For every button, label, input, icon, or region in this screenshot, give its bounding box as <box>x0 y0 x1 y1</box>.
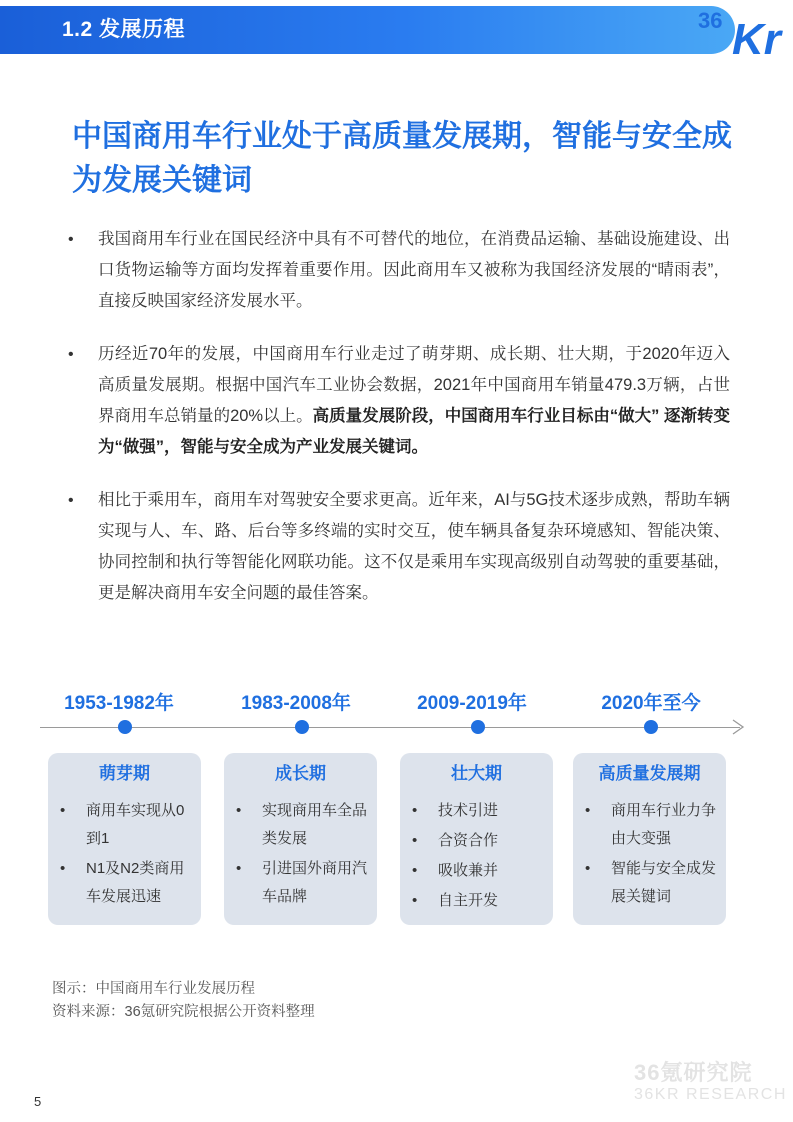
card-title: 成长期 <box>275 764 326 783</box>
bullet-text: 相比于乘用车，商用车对驾驶安全要求更高。近年来，AI与5G技术逐步成熟，帮助车辆实现与人、车、路、后台等多终端的实时交互，使车辆具备复杂环境感知、智能决策、协同控制和执行等智能化网联功能。这不仅是乘用车实现高级别自动驾驶的重要基础，更是解决商用车安全问题的最佳答案。 <box>98 491 730 602</box>
timeline-dot <box>644 720 658 734</box>
section-title: 1.2 发展历程 <box>62 18 186 41</box>
brand-logo-icon <box>696 2 793 56</box>
card-item: • 实现商用车全品类发展 <box>224 797 377 853</box>
watermark-cn: 36氪研究院 <box>634 1060 753 1085</box>
bullet-item <box>62 339 730 463</box>
section-header-band <box>0 6 735 54</box>
card-item: • 吸收兼并 <box>400 857 553 885</box>
page-headline: 中国商用车行业处于高质量发展期，智能与安全成为发展关键词 <box>72 120 732 197</box>
bullet-text: 历经近70年的发展，中国商用车行业走过了萌芽期、成长期、壮大期，于2020年迈入高质量发展期。根据中国汽车工业协会数据，2021年中国商用车销量479.3万辆，占世界商用车总销量的20%以上。 <box>98 345 730 425</box>
arrow-right-icon <box>730 719 746 735</box>
svg-text:Kr: Kr <box>732 15 781 56</box>
bullet-dot-icon: • <box>585 802 591 819</box>
figure-caption <box>52 978 315 1024</box>
card-item: • 技术引进 <box>400 797 553 825</box>
bullet-dot-icon: • <box>412 802 418 819</box>
card-item: • 商用车实现从0到1 <box>48 797 201 853</box>
card-title: 壮大期 <box>451 764 502 783</box>
bullet-list <box>62 224 730 631</box>
card-item: • 合资合作 <box>400 827 553 855</box>
figure-title: 图示：中国商用车行业发展历程 <box>52 981 255 997</box>
bullet-dot-icon: • <box>412 892 418 909</box>
watermark-en: 36KR RESEARCH <box>634 1086 787 1103</box>
bullet-dot-icon: • <box>68 492 74 509</box>
bullet-dot-icon: • <box>236 860 242 877</box>
bullet-dot-icon: • <box>68 346 74 363</box>
timeline-dot <box>295 720 309 734</box>
period-years-3: 2009-2019年 <box>417 693 527 714</box>
bullet-dot-icon: • <box>412 862 418 879</box>
bullet-dot-icon: • <box>68 231 74 248</box>
bullet-dot-icon: • <box>585 860 591 877</box>
bullet-dot-icon: • <box>60 802 66 819</box>
card-item: • 智能与安全成发展关键词 <box>573 855 726 911</box>
card-title: 萌芽期 <box>99 764 150 783</box>
bullet-bold-text: 高质量发展阶段，中国商用车行业目标由“做大” 逐渐转变为“做强”，智能与安全成为产业发展关键词。 <box>98 407 730 456</box>
card-title: 高质量发展期 <box>598 764 701 783</box>
svg-text:36: 36 <box>698 8 723 33</box>
card-item: • 引进国外商用汽车品牌 <box>224 855 377 911</box>
period-years-4: 2020年至今 <box>601 693 701 714</box>
card-item: • 商用车行业力争由大变强 <box>573 797 726 853</box>
card-item: • N1及N2类商用车发展迅速 <box>48 855 201 911</box>
bullet-dot-icon: • <box>412 832 418 849</box>
period-card-4 <box>573 753 726 925</box>
bullet-text: 我国商用车行业在国民经济中具有不可替代的地位，在消费品运输、基础设施建设、出口货物运输等方面均发挥着重要作用。因此商用车又被称为我国经济发展的“晴雨表”，直接反映国家经济发展水平。 <box>98 230 730 310</box>
bullet-dot-icon: • <box>236 802 242 819</box>
period-card-3 <box>400 753 553 925</box>
page-number: 5 <box>34 1094 42 1109</box>
timeline-dot <box>118 720 132 734</box>
period-card-1 <box>48 753 201 925</box>
timeline-axis <box>40 727 740 728</box>
period-card-2 <box>224 753 377 925</box>
timeline-dot <box>471 720 485 734</box>
bullet-item <box>62 485 730 609</box>
figure-source: 资料来源：36氪研究院根据公开资料整理 <box>52 1004 315 1020</box>
period-years-2: 1983-2008年 <box>241 693 351 714</box>
period-years-1: 1953-1982年 <box>64 693 174 714</box>
card-item: • 自主开发 <box>400 887 553 915</box>
bullet-dot-icon: • <box>60 860 66 877</box>
bullet-item <box>62 224 730 317</box>
